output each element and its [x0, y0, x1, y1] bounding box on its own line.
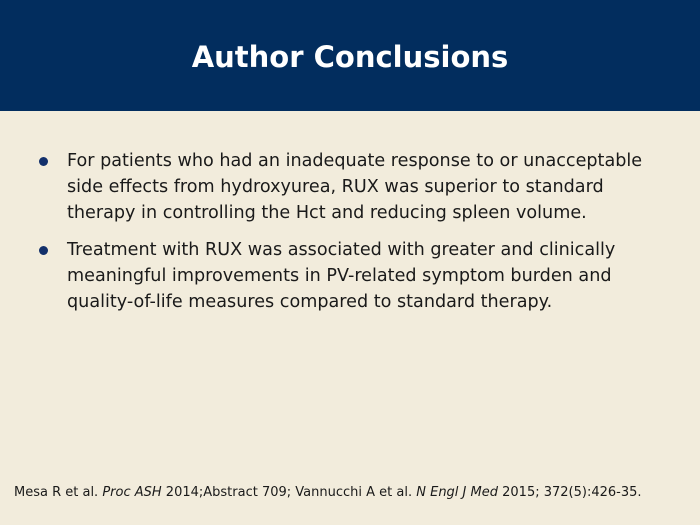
bullet-dot-icon: [39, 157, 48, 166]
reference-text: 2014;Abstract 709; Vannucchi A et al.: [161, 485, 417, 500]
reference-citation: [14, 483, 654, 502]
title-banner: [0, 0, 700, 111]
list-item: [38, 237, 668, 315]
conclusions-list: [38, 148, 668, 326]
bullet-text: Treatment with RUX was associated with greater and clinically meaningful improvements in PV-related symptom burden and quality-of-life measures compared to standard therapy.: [67, 240, 616, 312]
bullet-dot-icon: [39, 246, 48, 255]
journal-name: Proc ASH: [102, 485, 162, 500]
slide-title: Author Conclusions: [191, 40, 509, 74]
journal-name: N Engl J Med: [416, 485, 498, 500]
reference-text: Mesa R et al.: [14, 485, 103, 500]
reference-text: 2015; 372(5):426-35.: [498, 485, 642, 500]
list-item: [38, 148, 668, 226]
bullet-text: For patients who had an inadequate response to or unacceptable side effects from hydroxyurea, RUX was superior to standard therapy in controlling the Hct and reducing spleen volume.: [67, 151, 643, 223]
